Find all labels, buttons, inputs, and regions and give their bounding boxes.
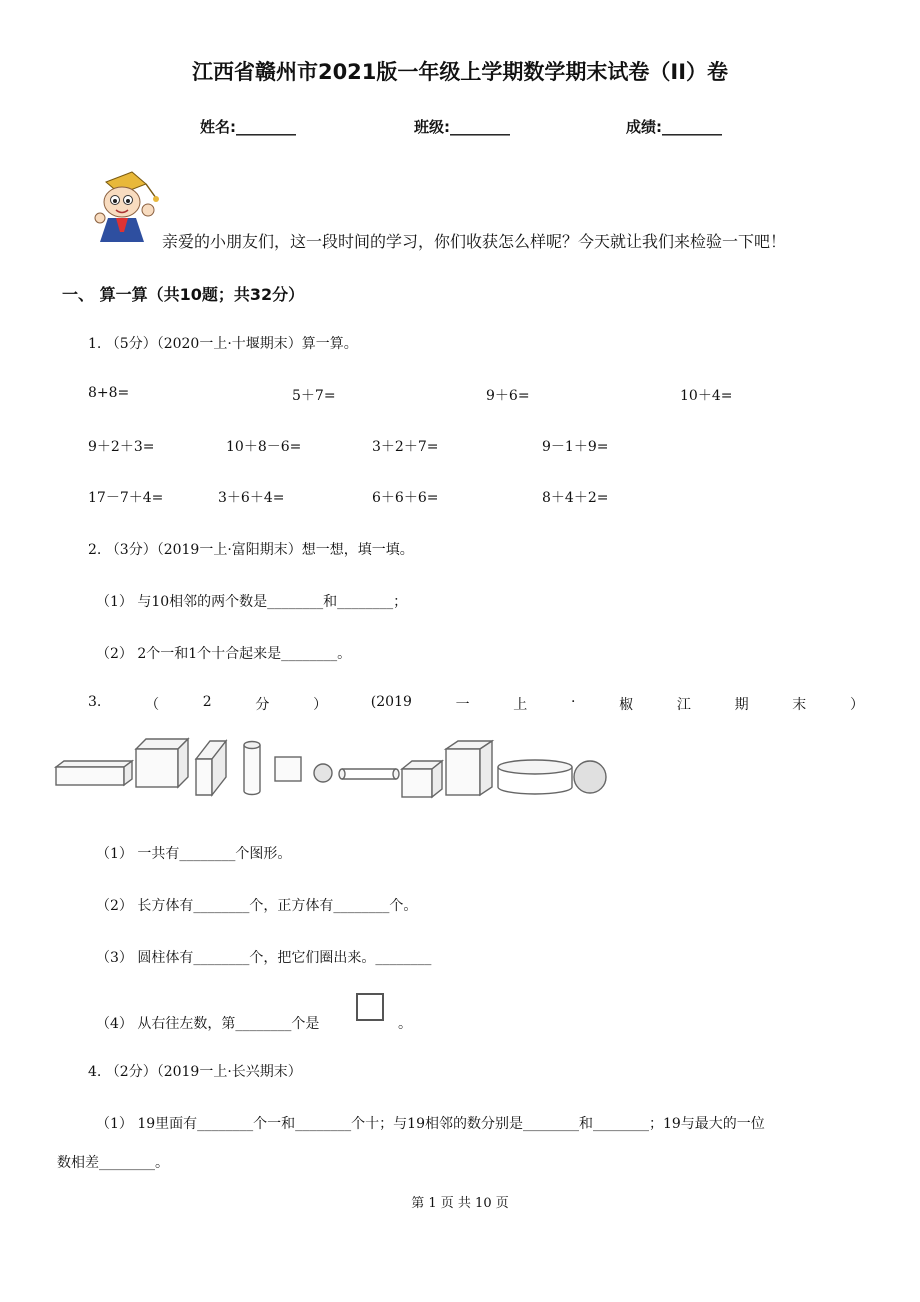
q3-header-part: · xyxy=(571,694,576,710)
q3-header-part: ） xyxy=(313,697,328,713)
q3-part4-end: 。 xyxy=(398,1016,412,1032)
q1-expr: 5＋7= xyxy=(292,388,336,404)
q1-expr: 3＋6＋4= xyxy=(218,490,285,506)
q3-part4[interactable]: （4） 从右往左数，第________个是 xyxy=(96,1016,320,1032)
q1-expr: 9＋2＋3= xyxy=(88,439,155,455)
class-field[interactable]: 班级:________ xyxy=(414,118,510,136)
q2-part2[interactable]: （2） 2个一和1个十合起来是________。 xyxy=(96,646,352,662)
q3-header xyxy=(88,694,864,714)
q4-part1-cont[interactable]: 数相差________。 xyxy=(57,1155,169,1171)
q3-part3[interactable]: （3） 圆柱体有________个，把它们圈出来。________ xyxy=(96,950,432,966)
cylinder-shape xyxy=(339,769,399,779)
section-heading: 一、 算一算（共10题；共32分） xyxy=(62,285,305,304)
q3-header-part: 期 xyxy=(734,697,749,713)
sphere-shape xyxy=(574,761,606,793)
name-field[interactable]: 姓名:________ xyxy=(200,118,296,136)
mascot-icon xyxy=(86,168,166,246)
square-shape-icon xyxy=(356,993,384,1021)
greeting-text: 亲爱的小朋友们，这一段时间的学习，你们收获怎么样呢？今天就让我们来检验一下吧！ xyxy=(162,232,787,251)
cuboid-shape xyxy=(56,761,132,785)
tilted-cuboid-shape xyxy=(196,741,226,795)
q1-header: 1. （5分）（2020一上·十堰期末）算一算。 xyxy=(88,336,358,352)
q3-header-part: 上 xyxy=(513,697,528,713)
q1-expr: 8+8= xyxy=(88,385,130,401)
q1-expr: 10＋8－6= xyxy=(226,439,302,455)
q3-header-part: 分 xyxy=(255,697,270,713)
q4-part1[interactable]: （1） 19里面有________个一和________个十；与19相邻的数分别是________和________；19与最大的一位 xyxy=(96,1116,765,1132)
q1-expr: 9－1＋9= xyxy=(542,439,609,455)
q3-part2[interactable]: （2） 长方体有________个，正方体有________个。 xyxy=(96,898,418,914)
cylinder-shape xyxy=(498,760,572,794)
page-title: 江西省赣州市2021版一年级上学期数学期末试卷（II）卷 xyxy=(191,60,729,84)
q1-expr: 9＋6= xyxy=(486,388,530,404)
q1-expr: 8＋4＋2= xyxy=(542,490,609,506)
square-shape xyxy=(275,757,301,781)
shapes-figure xyxy=(52,733,612,803)
q3-header-part: 江 xyxy=(676,697,691,713)
sphere-shape xyxy=(314,764,332,782)
q3-header-part: 末 xyxy=(792,697,807,713)
cube-shape xyxy=(136,739,188,787)
score-field[interactable]: 成绩:________ xyxy=(626,118,722,136)
q2-header: 2. （3分）（2019一上·富阳期末）想一想，填一填。 xyxy=(88,542,414,558)
page-footer: 第 1 页 共 10 页 xyxy=(411,1196,509,1211)
q1-expr: 3＋2＋7= xyxy=(372,439,439,455)
q4-header: 4. （2分）（2019一上·长兴期末） xyxy=(88,1064,302,1080)
q3-header-part: 3. xyxy=(88,694,102,710)
q2-part1[interactable]: （1） 与10相邻的两个数是________和________； xyxy=(96,594,408,610)
q3-header-part: 一 xyxy=(455,697,470,713)
q3-part1[interactable]: （1） 一共有________个图形。 xyxy=(96,846,292,862)
q1-expr: 10＋4= xyxy=(680,388,733,404)
q3-header-part: ） xyxy=(849,697,864,713)
q3-header-part: （ xyxy=(145,697,160,713)
q3-header-part: (2019 xyxy=(370,694,412,710)
q3-header-part: 椒 xyxy=(619,697,634,713)
cuboid-shape xyxy=(446,741,492,795)
cube-shape xyxy=(402,761,442,797)
q3-header-part: 2 xyxy=(202,694,212,710)
cylinder-shape xyxy=(244,742,260,795)
q1-expr: 17－7＋4= xyxy=(88,490,164,506)
q1-expr: 6＋6＋6= xyxy=(372,490,439,506)
